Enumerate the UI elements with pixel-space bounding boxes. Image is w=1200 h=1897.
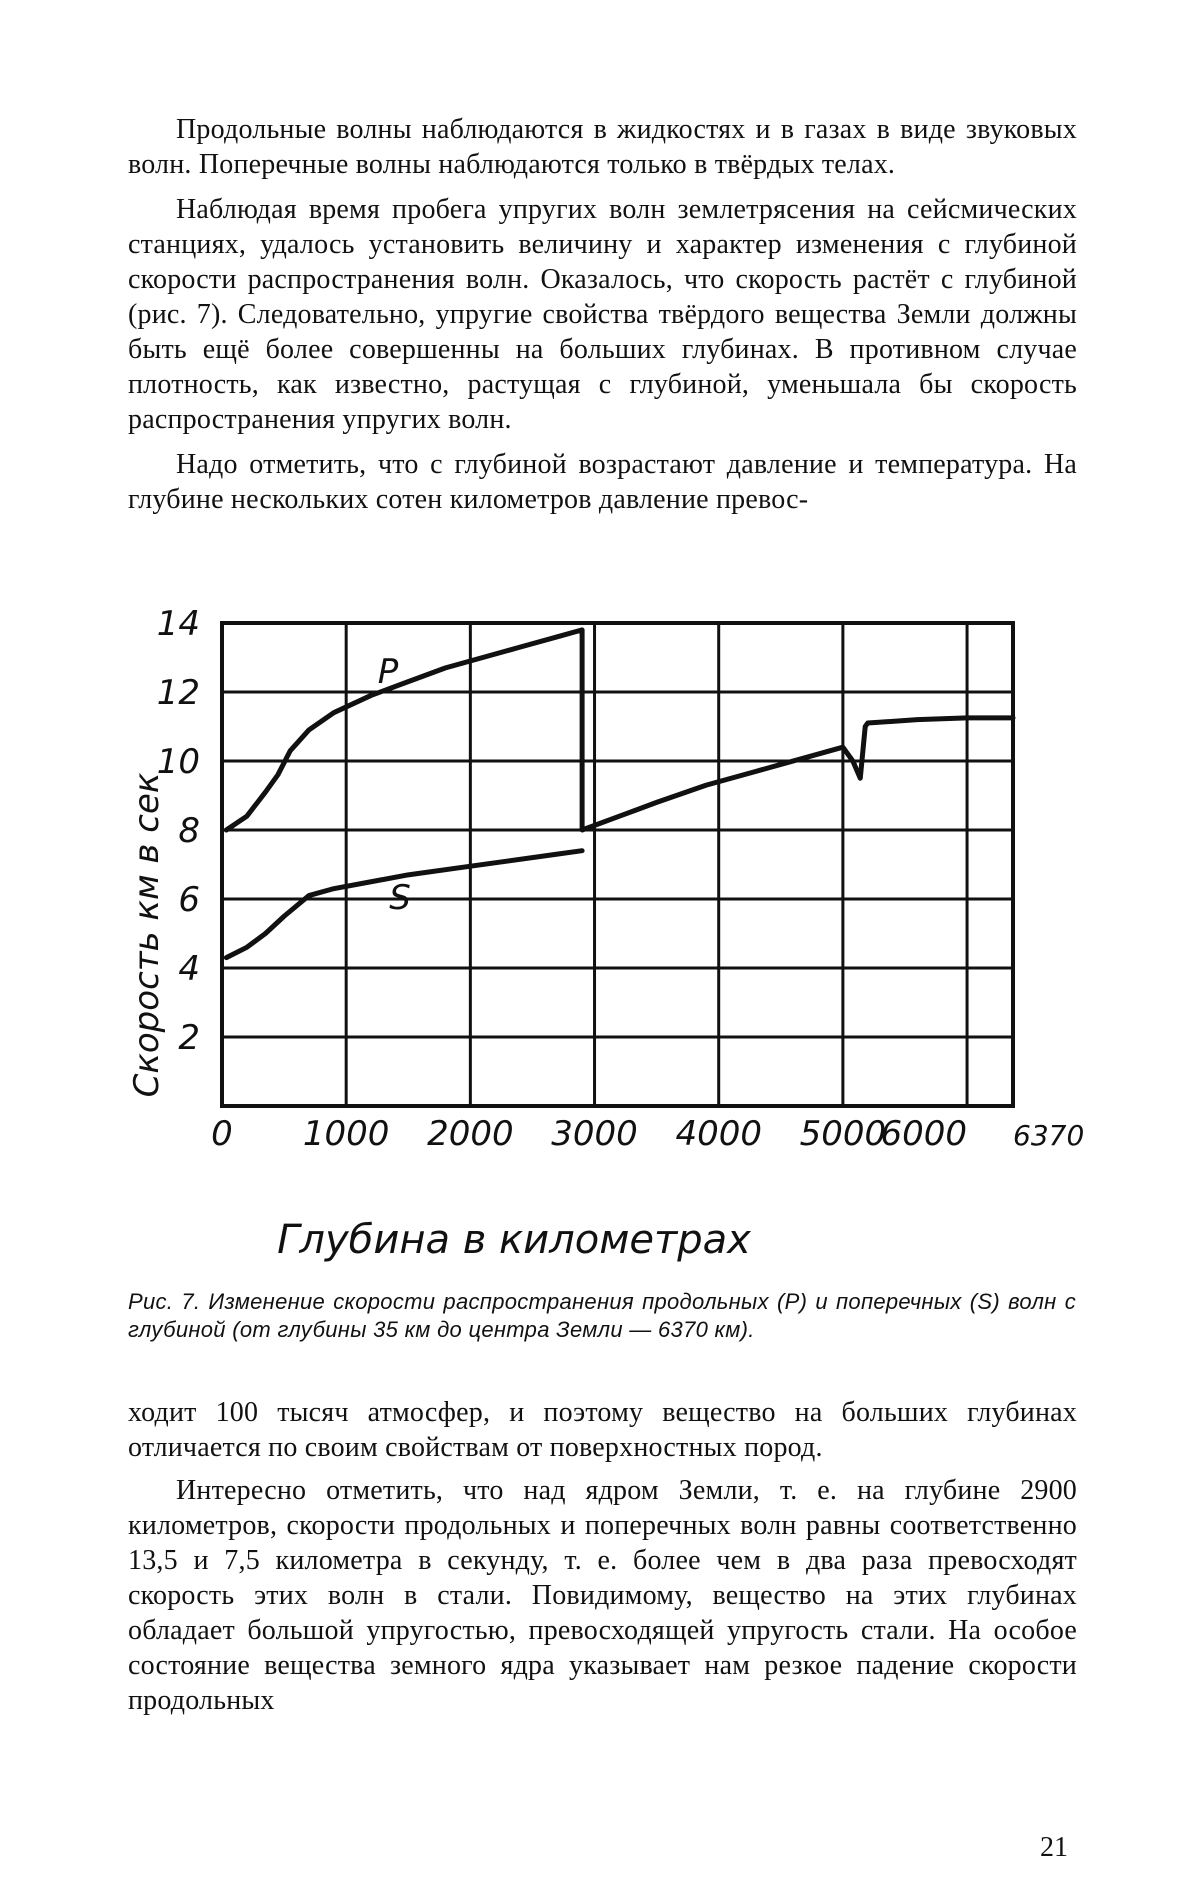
- figure-caption: Рис. 7. Изменение скорости распространения продольных (P) и поперечных (S) волн с глубиной (от глубины 35 км до центра Земли — 6370 км).: [128, 1289, 1076, 1342]
- x-tick-label: 3000: [551, 1114, 638, 1154]
- velocity-depth-chart: [127, 604, 1085, 1275]
- bottom-text-block: [128, 1395, 1077, 1718]
- x-tick-label: 4000: [675, 1114, 762, 1154]
- paragraph-longitudinal-waves: Продольные волны наблюдаются в жидкостях и в газах в виде звуковых волн. Поперечные волны наблюдаются только в твёрдых телах.: [128, 114, 1077, 180]
- y-tick-label: 6: [178, 880, 200, 920]
- y-tick-label: 14: [156, 604, 200, 644]
- paragraph-seismic-observations: Наблюдая время пробега упругих волн землетрясения на сейсмических станциях, удалось установить величину и характер изменения с глубиной скорости распространения волн. Оказалось, что скорость растёт с глубиной (рис. 7). Следовательно, упругие свойства твёрдого вещества Земли должны быть ещё более совершенны на больших глубинах. В противном случае плотность, как известно, растущая с глубиной, уменьшала бы скорость распространения упругих волн.: [128, 194, 1077, 435]
- y-tick-label: 4: [178, 949, 200, 989]
- velocity-depth-figure: [127, 604, 1085, 1275]
- paragraph-pressure-temperature: Надо отметить, что с глубиной возрастают давление и температура. На глубине нескольких сотен километров давление превос-: [128, 449, 1077, 515]
- chart-axes: [222, 623, 1013, 1106]
- y-axis-label: Скорость км в сек: [127, 772, 167, 1098]
- x-tick-label: 2000: [427, 1114, 514, 1154]
- chart-series: [226, 630, 1013, 958]
- y-tick-label: 10: [156, 742, 200, 782]
- plot-frame: [222, 623, 1013, 1106]
- series-line-p: [226, 630, 1013, 830]
- top-text-block: [128, 112, 1077, 517]
- x-axis-label: Глубина в километрах: [277, 1217, 751, 1263]
- x-tick-label: 0: [211, 1114, 233, 1154]
- y-tick-label: 8: [178, 811, 200, 851]
- y-tick-label: 12: [156, 673, 200, 713]
- y-tick-label: 2: [178, 1018, 200, 1058]
- chart-grid: [222, 623, 1013, 1106]
- paragraph-pressure-continuation: ходит 100 тысяч атмосфер, и поэтому вещество на больших глубинах отличается по своим свойствам от поверхностных пород.: [128, 1397, 1077, 1463]
- x-tick-label: 5000: [799, 1114, 887, 1154]
- x-tick-label: 6370: [1013, 1119, 1085, 1152]
- series-label-s: S: [389, 878, 411, 918]
- paragraph-earth-core: Интересно отметить, что над ядром Земли, т. е. на глубине 2900 километров, скорости продольных и поперечных волн равны соответственно 13,5 и 7,5 километра в секунду, т. е. более чем в два раза превосходят скорость этих волн в стали. Повидимому, вещество на этих глубинах обладает большой упругостью, превосходящей упругость стали. На особое состояние вещества земного ядра указывает нам резкое падение скорости продольных: [128, 1475, 1077, 1716]
- series-label-p: P: [377, 652, 399, 692]
- x-tick-label: 6000: [880, 1114, 968, 1154]
- chart-labels: [127, 604, 1084, 1263]
- page-number: 21: [1040, 1832, 1068, 1863]
- x-tick-label: 1000: [302, 1114, 390, 1154]
